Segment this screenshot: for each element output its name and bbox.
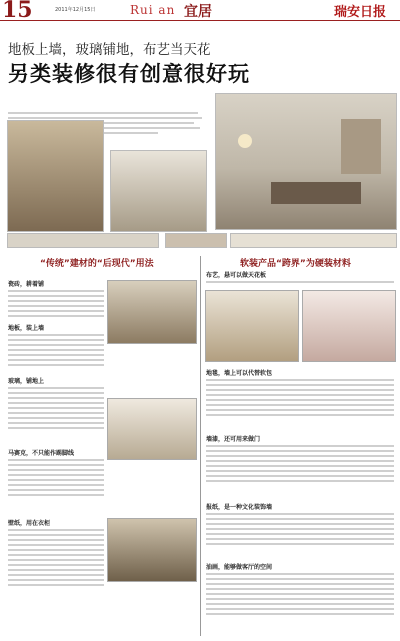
section-heading: 地毯，墙上可以代替软包 [206,370,273,377]
issue-date: 2011年12月15日 [55,7,96,13]
interior-photo [110,150,207,232]
section-body [206,570,394,618]
section-heading: 瓷砖，耕着铺 [8,281,45,288]
section-body [206,510,394,548]
section-body [8,384,104,432]
section-name-roman: Rui an [130,3,176,17]
lamp-shape [238,134,252,148]
section-heading: 地板，装上墙 [8,325,45,332]
shelf-shape [341,119,381,174]
section-heading: 报纸，是一种文化装饰墙 [206,504,273,511]
section-name: 宜居 [184,4,212,20]
section-body [8,456,104,499]
section-heading: 玻璃，铺地上 [8,378,45,385]
interior-photo [107,518,197,582]
masthead [0,0,400,21]
interior-photo [107,398,197,460]
section-heading: 墙漆，还可用来做门 [206,436,261,443]
hero-photo [215,93,397,230]
interior-photo [302,290,396,362]
photo-strip [165,233,227,248]
section-body [8,526,104,589]
section-body [8,331,104,369]
section-heading: 油画，能够做客厅的空间 [206,564,273,571]
article-subtitle: 地板上墙，玻璃铺地，布艺当天花 [8,42,211,58]
section-body [8,287,104,320]
section-body [206,442,394,485]
interior-photo [107,280,197,344]
interior-photo [7,120,104,232]
section-body [206,278,394,286]
page-number: 15 [2,0,33,23]
column-divider [200,256,201,636]
interior-photo [205,290,299,362]
photo-strip [230,233,397,248]
sofa-shape [271,182,361,204]
article-title: 另类装修很有创意很好玩 [8,62,250,86]
section-heading: 马赛克，不只能作踢脚线 [8,450,75,457]
right-column-heading: 软装产品“跨界”为硬装材料 [240,259,351,269]
section-heading: 壁纸，用在衣柜 [8,520,51,527]
newspaper-logo: 瑞安日报 [334,5,387,20]
section-body [206,376,394,419]
photo-strip [7,233,159,248]
left-column-heading: “传统”建材的“后现代”用法 [40,259,154,269]
section-heading: 布艺，悬可以做天花板 [206,272,267,279]
